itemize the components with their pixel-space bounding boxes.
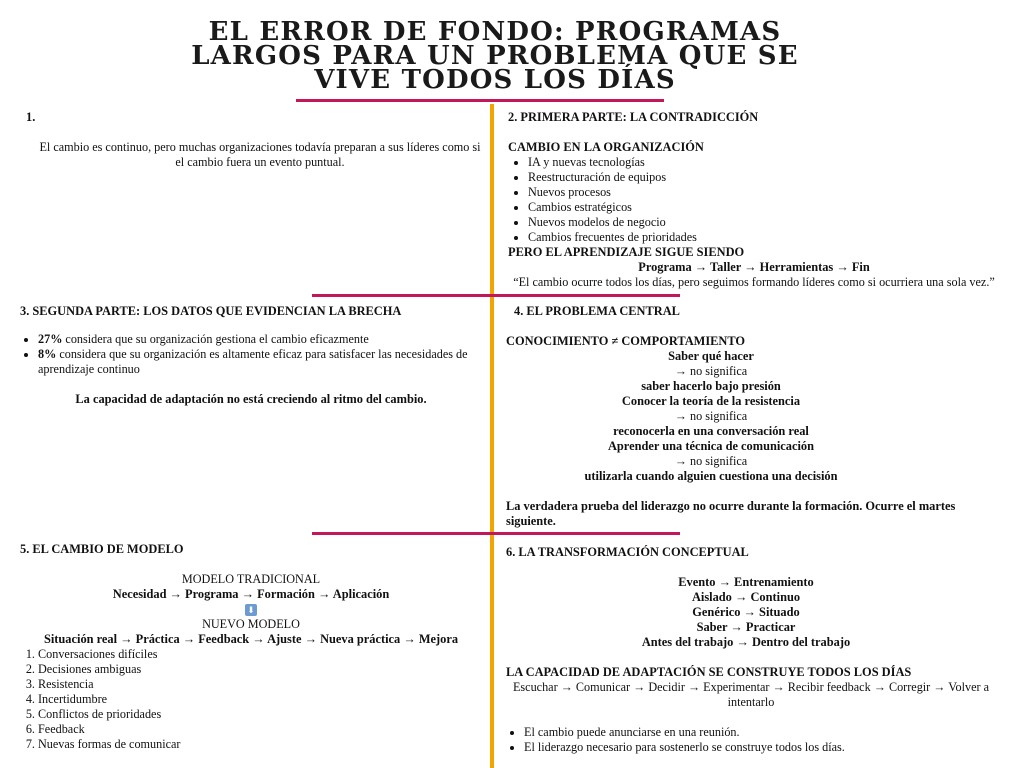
section-5-heading: 5. EL CAMBIO DE MODELO xyxy=(20,542,184,556)
line: Saber qué hacer xyxy=(668,349,754,363)
change-list xyxy=(508,155,1000,245)
section-3 xyxy=(20,304,482,407)
stat-value: 27% xyxy=(38,332,63,346)
list-item: • IA y nuevas tecnologías xyxy=(528,155,1000,170)
traditional-model-flow: Necesidad → Programa → Formación → Aplicación xyxy=(112,587,390,601)
stat-item xyxy=(38,347,482,377)
stat-item xyxy=(38,332,482,347)
divider-row-2 xyxy=(312,532,680,535)
section-2 xyxy=(508,110,1000,290)
new-model-label: NUEVO MODELO xyxy=(202,617,300,631)
down-arrow-icon: ⬇ xyxy=(245,604,257,616)
section-3-conclusion: La capacidad de adaptación no está creciendo al ritmo del cambio. xyxy=(75,392,427,406)
pair: Genérico → Situado xyxy=(692,605,800,619)
stat-value: 8% xyxy=(38,347,57,361)
list-item: • Nuevos procesos xyxy=(528,185,1000,200)
knowledge-behavior-lines xyxy=(506,349,916,484)
pair: Aislado → Continuo xyxy=(691,590,801,604)
transformation-pairs xyxy=(506,575,986,650)
list-item: 2. Decisiones ambiguas xyxy=(38,662,482,677)
list-item: • Nuevos modelos de negocio xyxy=(528,215,1000,230)
section-4-subheading: CONOCIMIENTO ≠ COMPORTAMIENTO xyxy=(506,334,746,348)
section-6 xyxy=(506,545,996,755)
section-4-heading: 4. EL PROBLEMA CENTRAL xyxy=(514,304,680,318)
learning-flow: Programa → Taller → Herramientas → Fin xyxy=(638,260,870,274)
list-item: 6. Feedback xyxy=(38,722,482,737)
line: → no significa xyxy=(674,454,748,468)
section-4-conclusion: La verdadera prueba del liderazgo no ocurre durante la formación. Ocurre el martes siguiente. xyxy=(506,499,956,528)
closing-list xyxy=(506,725,996,755)
section-1-text: El cambio es continuo, pero muchas organizaciones todavía preparan a sus líderes como si el cambio fuera un evento puntual. xyxy=(39,140,481,169)
traditional-model-label: MODELO TRADICIONAL xyxy=(181,572,321,586)
capacity-flow: Escuchar → Comunicar → Decidir → Experimentar → Recibir feedback → Corregir → Volver a intentarlo xyxy=(512,680,990,709)
line: → no significa xyxy=(674,409,748,423)
center-divider xyxy=(490,104,494,768)
situations-list xyxy=(20,647,482,752)
pair: Evento → Entrenamiento xyxy=(678,575,814,589)
section-1-heading: 1. xyxy=(26,110,36,124)
section-1 xyxy=(26,110,486,170)
pair: Antes del trabajo → Dentro del trabajo xyxy=(641,635,851,649)
pair: Saber → Practicar xyxy=(696,620,796,634)
stat-text: considera que su organización gestiona el cambio eficazmente xyxy=(62,332,369,346)
list-item: • Reestructuración de equipos xyxy=(528,170,1000,185)
section-2-quote: “El cambio ocurre todos los días, pero seguimos formando líderes como si ocurriera una sola vez.” xyxy=(513,275,995,289)
section-5 xyxy=(20,542,482,752)
divider-row-1 xyxy=(312,294,680,297)
list-item: • Cambios frecuentes de prioridades xyxy=(528,230,1000,245)
section-4 xyxy=(506,304,992,529)
stats-list xyxy=(20,332,482,377)
capacity-heading: LA CAPACIDAD DE ADAPTACIÓN SE CONSTRUYE TODOS LOS DÍAS xyxy=(506,665,912,679)
list-item: 1. Conversaciones difíciles xyxy=(38,647,482,662)
line: Aprender una técnica de comunicación xyxy=(607,439,815,453)
section-2-subheading: CAMBIO EN LA ORGANIZACIÓN xyxy=(508,140,704,154)
line: reconocerla en una conversación real xyxy=(613,424,809,438)
list-item: 7. Nuevas formas de comunicar xyxy=(38,737,482,752)
line: utilizarla cuando alguien cuestiona una decisión xyxy=(584,469,838,483)
list-item: 3. Resistencia xyxy=(38,677,482,692)
stat-text: considera que su organización es altamente eficaz para satisfacer las necesidades de aprendizaje continuo xyxy=(38,347,468,376)
list-item: 5. Conflictos de prioridades xyxy=(38,707,482,722)
section-6-heading: 6. LA TRANSFORMACIÓN CONCEPTUAL xyxy=(506,545,749,559)
line: saber hacerlo bajo presión xyxy=(641,379,781,393)
list-item: • Cambios estratégicos xyxy=(528,200,1000,215)
page-title: EL ERROR DE FONDO: PROGRAMAS LARGOS PARA UN PROBLEMA QUE SE VIVE TODOS LOS DÍAS xyxy=(191,17,799,95)
list-item: • El liderazgo necesario para sostenerlo se construye todos los días. xyxy=(524,740,996,755)
list-item: • El cambio puede anunciarse en una reunión. xyxy=(524,725,996,740)
line: → no significa xyxy=(674,364,748,378)
line: Conocer la teoría de la resistencia xyxy=(621,394,801,408)
section-2-heading: 2. PRIMERA PARTE: LA CONTRADICCIÓN xyxy=(508,110,759,124)
title-underline xyxy=(296,99,664,102)
section-3-heading: 3. SEGUNDA PARTE: LOS DATOS QUE EVIDENCIAN LA BRECHA xyxy=(20,304,402,318)
learning-heading: PERO EL APRENDIZAJE SIGUE SIENDO xyxy=(508,245,745,259)
list-item: 4. Incertidumbre xyxy=(38,692,482,707)
new-model-flow: Situación real → Práctica → Feedback → Ajuste → Nueva práctica → Mejora xyxy=(43,632,459,646)
